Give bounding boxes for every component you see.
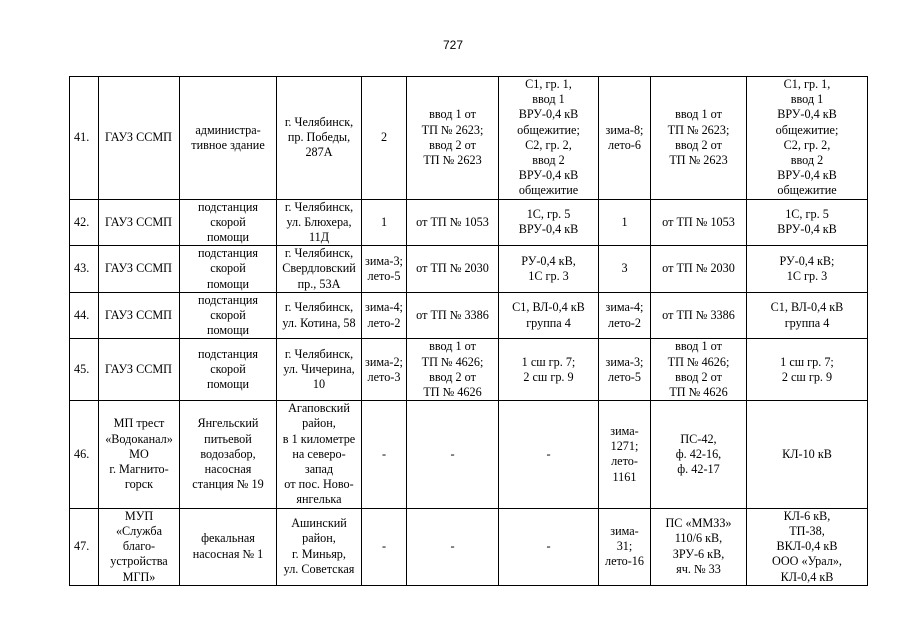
cell-lines1: С1, гр. 1, ввод 1 ВРУ-0,4 кВ общежитие; С2, гр. 2, ввод 2 ВРУ-0,4 кВ общежитие [499, 77, 599, 200]
cell-lines1: РУ-0,4 кВ, 1С гр. 3 [499, 246, 599, 293]
cell-num: 41. [70, 77, 99, 200]
cell-category: - [362, 508, 407, 585]
cell-lines1: 1 сш гр. 7; 2 сш гр. 9 [499, 339, 599, 401]
cell-org: ГАУЗ ССМП [99, 199, 180, 246]
cell-category2: зима-4; лето-2 [599, 292, 651, 339]
cell-object: Янгельский питьевой водозабор, насосная станция № 19 [180, 401, 277, 508]
cell-category2: зима-8; лето-6 [599, 77, 651, 200]
cell-lines1: 1С, гр. 5 ВРУ-0,4 кВ [499, 199, 599, 246]
cell-source2: от ТП № 2030 [651, 246, 747, 293]
page-number: 727 [442, 38, 464, 52]
cell-lines1: - [499, 508, 599, 585]
cell-object: подстанция скорой помощи [180, 339, 277, 401]
cell-object: администра- тивное здание [180, 77, 277, 200]
cell-category: - [362, 401, 407, 508]
cell-num: 46. [70, 401, 99, 508]
cell-lines2: С1, гр. 1, ввод 1 ВРУ-0,4 кВ общежитие; С2, гр. 2, ввод 2 ВРУ-0,4 кВ общежитие [747, 77, 868, 200]
cell-org: МУП «Служба благо- устройства МГП» [99, 508, 180, 585]
table-row [70, 292, 868, 339]
cell-org: МП трест «Водоканал» МО г. Магнито- горск [99, 401, 180, 508]
cell-lines2: С1, ВЛ-0,4 кВ группа 4 [747, 292, 868, 339]
cell-source1: от ТП № 2030 [407, 246, 499, 293]
table-body [70, 77, 868, 586]
cell-num: 43. [70, 246, 99, 293]
cell-source1: ввод 1 от ТП № 4626; ввод 2 от ТП № 4626 [407, 339, 499, 401]
cell-category: зима-2; лето-3 [362, 339, 407, 401]
cell-address: г. Челябинск, ул. Котина, 58 [277, 292, 362, 339]
table-row [70, 339, 868, 401]
cell-org: ГАУЗ ССМП [99, 77, 180, 200]
cell-object: подстанция скорой помощи [180, 246, 277, 293]
cell-org: ГАУЗ ССМП [99, 339, 180, 401]
cell-lines2: 1 сш гр. 7; 2 сш гр. 9 [747, 339, 868, 401]
cell-num: 45. [70, 339, 99, 401]
cell-source2: от ТП № 1053 [651, 199, 747, 246]
cell-object: подстанция скорой помощи [180, 292, 277, 339]
cell-source2: ПС «ММЗЗ» 110/6 кВ, ЗРУ-6 кВ, яч. № 33 [651, 508, 747, 585]
cell-source2: от ТП № 3386 [651, 292, 747, 339]
cell-lines2: 1С, гр. 5 ВРУ-0,4 кВ [747, 199, 868, 246]
cell-num: 47. [70, 508, 99, 585]
power-supply-table [69, 76, 868, 586]
cell-object: подстанция скорой помощи [180, 199, 277, 246]
cell-category: 1 [362, 199, 407, 246]
table-row [70, 508, 868, 585]
cell-address: Ашинский район, г. Миньяр, ул. Советская [277, 508, 362, 585]
cell-category2: зима- 31; лето-16 [599, 508, 651, 585]
cell-source1: от ТП № 3386 [407, 292, 499, 339]
cell-address: г. Челябинск, ул. Чичерина, 10 [277, 339, 362, 401]
table-row [70, 401, 868, 508]
cell-address: Агаповский район, в 1 километре на северо- запад от пос. Ново- янгелька [277, 401, 362, 508]
table-row [70, 199, 868, 246]
cell-lines2: РУ-0,4 кВ; 1С гр. 3 [747, 246, 868, 293]
cell-source1: - [407, 401, 499, 508]
cell-category2: зима-3; лето-5 [599, 339, 651, 401]
cell-category: зима-4; лето-2 [362, 292, 407, 339]
cell-address: г. Челябинск, Свердловский пр., 53А [277, 246, 362, 293]
cell-category2: 3 [599, 246, 651, 293]
cell-source2: ввод 1 от ТП № 2623; ввод 2 от ТП № 2623 [651, 77, 747, 200]
cell-lines2: КЛ-10 кВ [747, 401, 868, 508]
cell-num: 44. [70, 292, 99, 339]
table-row [70, 77, 868, 200]
cell-address: г. Челябинск, ул. Блюхера, 11Д [277, 199, 362, 246]
cell-address: г. Челябинск, пр. Победы, 287А [277, 77, 362, 200]
cell-category2: 1 [599, 199, 651, 246]
cell-org: ГАУЗ ССМП [99, 246, 180, 293]
cell-source2: ввод 1 от ТП № 4626; ввод 2 от ТП № 4626 [651, 339, 747, 401]
cell-lines2: КЛ-6 кВ, ТП-38, ВКЛ-0,4 кВ ООО «Урал», КЛ-0,4 кВ [747, 508, 868, 585]
cell-source1: - [407, 508, 499, 585]
cell-lines1: - [499, 401, 599, 508]
cell-num: 42. [70, 199, 99, 246]
cell-source1: от ТП № 1053 [407, 199, 499, 246]
cell-source1: ввод 1 от ТП № 2623; ввод 2 от ТП № 2623 [407, 77, 499, 200]
cell-object: фекальная насосная № 1 [180, 508, 277, 585]
cell-org: ГАУЗ ССМП [99, 292, 180, 339]
cell-category: 2 [362, 77, 407, 200]
cell-category: зима-3; лето-5 [362, 246, 407, 293]
table-row [70, 246, 868, 293]
cell-category2: зима- 1271; лето- 1161 [599, 401, 651, 508]
cell-lines1: С1, ВЛ-0,4 кВ группа 4 [499, 292, 599, 339]
cell-source2: ПС-42, ф. 42-16, ф. 42-17 [651, 401, 747, 508]
